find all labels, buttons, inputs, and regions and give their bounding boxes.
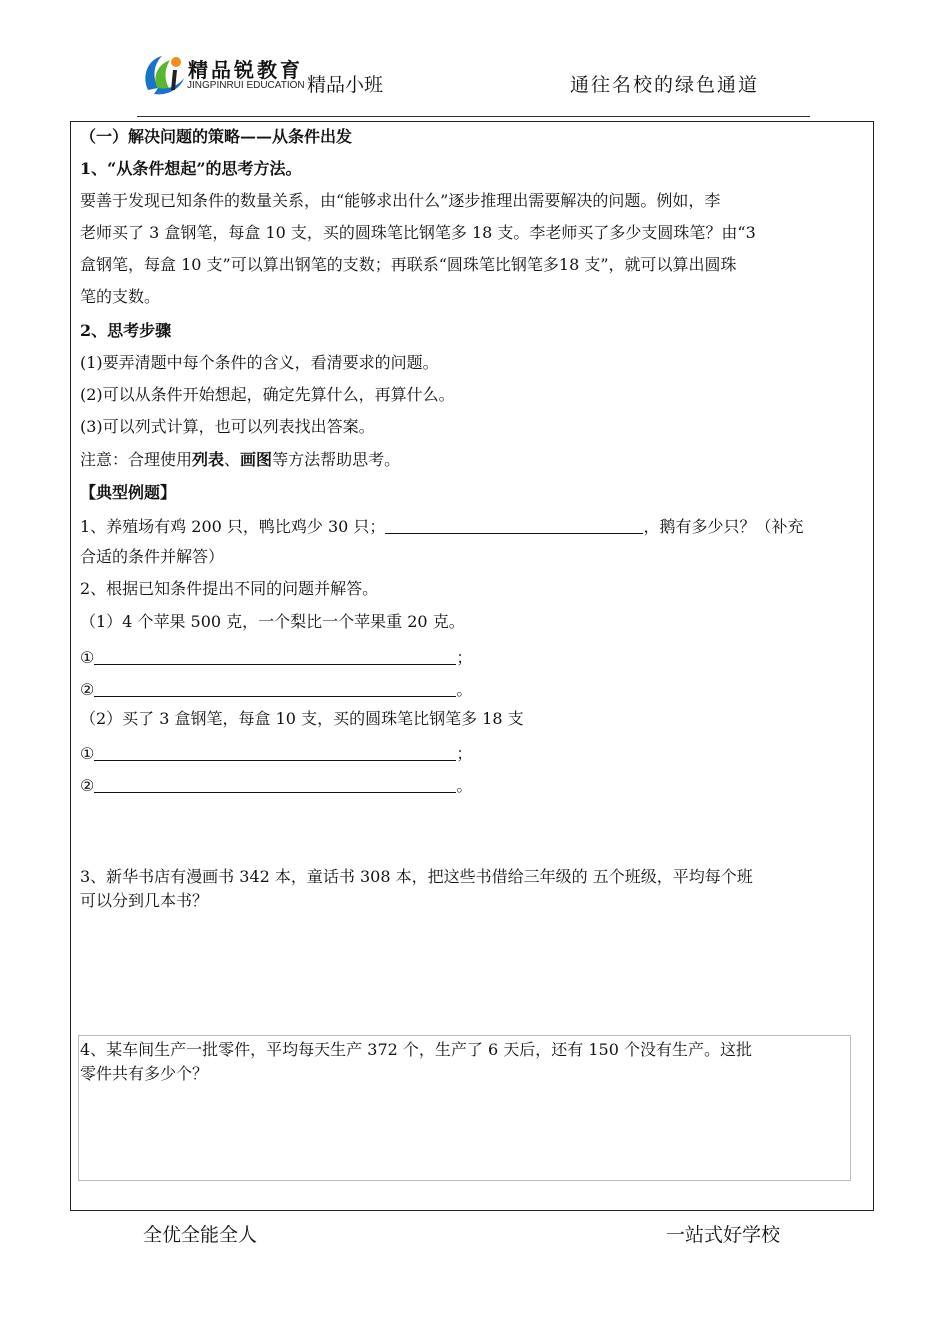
brand-name: 精品锐教育 [188, 58, 303, 82]
header-slogan: 通往名校的绿色通道 [570, 74, 760, 96]
page-header [0, 0, 950, 120]
question-2-title: 2、根据已知条件提出不同的问题并解答。 [80, 579, 379, 598]
note-keyword-table: 列表 [192, 450, 225, 469]
note-separator: 、 [224, 450, 241, 469]
question-1-line-2: 合适的条件并解答） [80, 547, 225, 566]
answer-line [80, 774, 472, 796]
question-2-sub-1: （1）4 个苹果 500 克，一个梨比一个苹果重 20 克。 [80, 612, 465, 631]
step-item: (3)可以列式计算，也可以列表找出答案。 [80, 417, 375, 436]
circled-number-1: ① [80, 648, 95, 667]
section-title: （一）解决问题的策略——从条件出发 [80, 127, 353, 146]
punct: ； [456, 744, 473, 763]
method-line: 老师买了 3 盒钢笔，每盒 10 支，买的圆珠笔比钢笔多 18 支。李老师买了多少支圆珠笔？由“3 [80, 223, 756, 242]
answer-blank[interactable] [94, 646, 456, 665]
note-prefix: 注意：合理使用 [80, 450, 193, 469]
method-title: 1、“从条件想起”的思考方法。 [80, 159, 302, 178]
question-1 [80, 515, 803, 537]
answer-line [80, 678, 472, 700]
circled-number-2: ② [80, 776, 95, 795]
brand-logo-icon [140, 50, 190, 98]
method-line: 笔的支数。 [80, 287, 161, 306]
answer-blank[interactable] [94, 678, 456, 697]
note-keyword-drawing: 画图 [240, 450, 273, 469]
circled-number-2: ② [80, 680, 95, 699]
circled-number-1: ① [80, 744, 95, 763]
step-item: (1)要弄清题中每个条件的含义，看清要求的问题。 [80, 353, 439, 372]
note-line [80, 450, 400, 470]
method-line: 要善于发现已知条件的数量关系，由“能够求出什么”逐步推理出需要解决的问题。例如，李 [80, 191, 721, 210]
question-1-text: 1、养殖场有鸡 200 只，鸭比鸡少 30 只； [80, 517, 386, 536]
method-line: 盒钢笔，每盒 10 支”可以算出钢笔的支数；再联系“圆珠笔比钢笔多18 支”，就可以算出圆珠 [80, 255, 737, 274]
question-3: 3、新华书店有漫画书 342 本，童话书 308 本，把这些书借给三年级的 五个班级，平均每个班 [80, 867, 753, 886]
class-name: 精品小班 [307, 74, 384, 96]
question-3-line-2: 可以分到几本书？ [80, 891, 209, 910]
punct: 。 [456, 680, 473, 699]
footer-right-slogan: 一站式好学校 [666, 1224, 781, 1246]
question-1-text-end: ，鹅有多少只？（补充 [643, 517, 804, 536]
footer-left-slogan: 全优全能全人 [143, 1224, 258, 1246]
punct: ； [456, 648, 473, 667]
step-item: (2)可以从条件开始想起，确定先算什么，再算什么。 [80, 385, 455, 404]
answer-line [80, 742, 472, 764]
answer-line [80, 646, 472, 668]
brand-name-en: JINGPINRUI EDUCATION [187, 80, 305, 91]
header-rule [137, 116, 810, 117]
question-2-sub-2: （2）买了 3 盒钢笔，每盒 10 支，买的圆珠笔比钢笔多 18 支 [80, 709, 524, 728]
question-4-line-2: 零件共有多少个？ [80, 1064, 209, 1083]
question-4: 4、某车间生产一批零件，平均每天生产 372 个，生产了 6 天后，还有 150 个没有生产。这批 [80, 1040, 752, 1059]
answer-blank[interactable] [94, 742, 456, 761]
examples-title: 【典型例题】 [80, 483, 177, 502]
answer-blank[interactable] [385, 515, 643, 534]
steps-title: 2、思考步骤 [80, 321, 172, 340]
note-suffix: 等方法帮助思考。 [272, 450, 401, 469]
punct: 。 [456, 776, 473, 795]
answer-blank[interactable] [94, 774, 456, 793]
